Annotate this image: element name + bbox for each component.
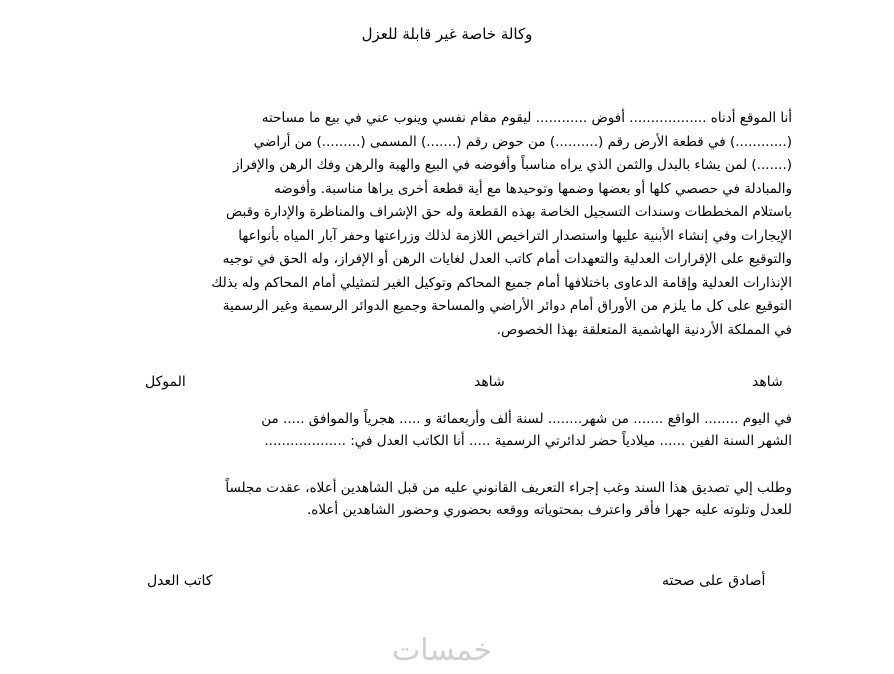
attestation-paragraph [102,477,792,521]
paragraph-line: الشهر السنة الفين ...... ميلادياً حضر لدائرتي الرسمية ..... أنا الكاتب العدل في: ................... [264,433,792,449]
paragraph-line: في اليوم ........ الواقع ....... من شهر........ لسنة ألف وأربعمائة و ..... هجرياً والموافق ..... من [261,411,792,427]
paragraph-line: وطلب إلي تصديق هذا السند وغب إجراء التعريف القانوني عليه من قبل الشاهدين أعلاه، عقدت مجلساً [225,480,792,496]
paragraph-line: للعدل وتلوته عليه جهرا فأقر واعترف بمحتوياته ووقعه بحضوري وحضور الشاهدين أعلاه. [306,502,792,518]
paragraph-line: أنا الموقع أدناه .................. أفوض ............ ليقوم مقام نفسي وينوب عني في بيع ما مساحته [261,110,792,126]
watermark-logo: خمسات [392,633,493,668]
principal-label: الموكل [145,374,186,390]
attest-label: أصادق على صحته [662,573,766,589]
document-title: وكالة خاصة غير قابلة للعزل [361,25,533,43]
paragraph-line: والمبادلة في حصصي كلها أو بعضها وضمها وتوحيدها مع أية قطعة أخرى يراها مناسبة. وأفوضه [274,180,792,197]
date-paragraph [102,408,792,452]
paragraph-line: في المملكة الأردنية الهاشمية المتعلقة بهذا الخصوص. [496,321,792,338]
paragraph-line: (.......) لمن يشاء بالبدل والثمن الذي يراه مناسباً وأفوضه في البيع والهبة والرهن وفك الرهن والإفراز [233,157,792,173]
witness-1-label: شاهد [752,374,783,390]
paragraph-line: الإنذارات العدلية وإقامة الدعاوى باختلافها أمام جميع المحاكم وتوكيل الغير لتمثيلي أمام المحاكم وله بذلك [211,274,792,291]
authorization-paragraph [102,107,792,342]
paragraph-line: باستلام المخططات وسندات التسجيل الخاصة بهذه القطعة وله حق الإشراف والمناظرة والإدارة وقبض [226,204,792,220]
witness-2-label: شاهد [474,374,505,390]
paragraph-line: الإيجارات وفي إنشاء الأبنية عليها واستصدار التراخيص اللازمة لذلك وزراعتها وحفر آبار المياه بأنواعها [238,227,792,244]
paragraph-line: والتوقيع على الإقرارات العدلية والتعهدات أمام كاتب العدل لغايات الرهن أو الإفراز، وله الحق في توجيه [222,251,792,267]
notary-label: كاتب العدل [147,573,213,589]
paragraph-line: (............) في قطعة الأرض رقم (..........) من حوض رقم (.......) المسمى (.........) من أراضي [253,133,792,150]
paragraph-line: التوقيع على كل ما يلزم من الأوراق أمام دوائر الأراضي والمساحة وجميع الدوائر الرسمية وغير الرسمية [222,298,792,314]
